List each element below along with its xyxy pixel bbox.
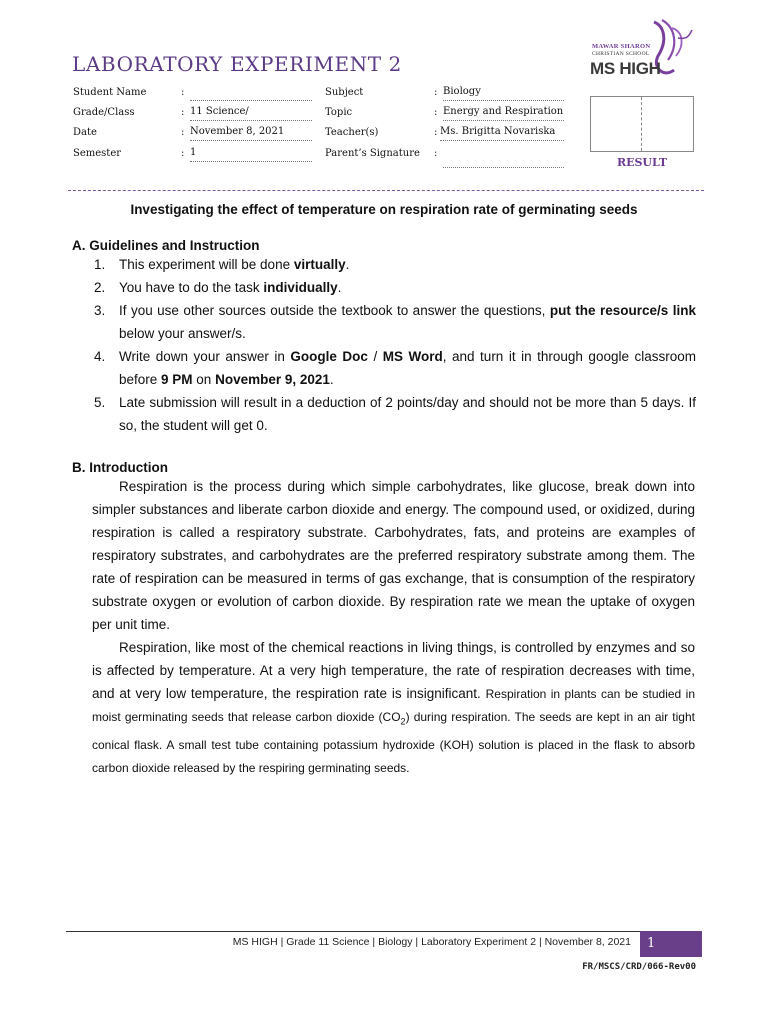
colon: : — [434, 127, 438, 138]
list-number: 4. — [94, 349, 106, 364]
list-text: You have to do the task individually. — [119, 280, 342, 295]
colon: : — [434, 148, 438, 159]
list-number: 3. — [94, 303, 106, 318]
logo-brand: MS HIGH — [590, 59, 661, 78]
subject-field[interactable]: Biology — [443, 86, 564, 101]
date-label: Date — [73, 127, 97, 138]
list-number: 2. — [94, 280, 106, 295]
logo-school-type: CHRISTIAN SCHOOL — [592, 51, 650, 57]
intro-paragraph-2: Respiration, like most of the chemical reactions in living things, is controlled by enzymes and so is affected by temperature. At a very high temperature, the rate of respiration decreases with time, and at very low temperature, the respiration rate is insignificant. Respiration in plants can be studied in moist germinating seeds that release carbon dioxide $(CO_2)$ during respiration. The seeds are kept in an air tight conical flask. A small test tube containing potassium hydroxide (KOH) solution is placed in the flask to absorb carbon dioxide released by the respiring germinating seeds. — [92, 640, 695, 775]
parent-signature-field[interactable] — [443, 153, 564, 168]
list-text: Write down your answer in Google Doc / MS Word, and turn it in through google classroom before 9 PM on November 9, 2021. — [119, 349, 696, 387]
student-name-field[interactable] — [190, 86, 312, 101]
semester-label: Semester — [73, 148, 122, 159]
list-text: Late submission will result in a deduction of 2 points/day and should not be more than 5 days. If so, the student will get 0. — [119, 395, 696, 433]
teacher-field[interactable]: Ms. Brigitta Novariska — [440, 126, 564, 141]
logo-school-name: MAWAR SHARON — [592, 43, 651, 50]
parent-signature-label: Parent’s Signature — [325, 148, 420, 159]
topic-label: Topic — [325, 107, 353, 118]
section-b-title: B. Introduction — [72, 460, 168, 475]
colon: : — [181, 107, 185, 118]
school-logo — [586, 16, 702, 88]
teacher-label: Teacher(s) — [325, 127, 379, 138]
experiment-heading: Investigating the effect of temperature on respiration rate of germinating seeds — [130, 202, 638, 217]
document-code: FR/MSCS/CRD/066-Rev00 — [582, 962, 696, 972]
list-text: This experiment will be done virtually. — [119, 257, 350, 272]
grade-class-field[interactable]: 11 Science/ — [190, 106, 312, 121]
student-name-label: Student Name — [73, 87, 147, 98]
section-a-title: A. Guidelines and Instruction — [72, 238, 260, 253]
subject-label: Subject — [325, 87, 364, 98]
colon: : — [434, 87, 438, 98]
intro-paragraph-1: Respiration is the process during which simple carbohydrates, like glucose, break down into simpler substances and liberate carbon dioxide and energy. The compound used, or oxidized, during respiration is called a respiratory substrate. Carbohydrates, fats, and proteins are examples of respiratory substrates, and carbohydrates are the preferred respiratory substrate among them. The rate of respiration can be measured in terms of gas exchange, that is consumption of the respiratory substrate oxygen or evolution of carbon dioxide. By respiration rate we mean the uptake of oxygen per unit time. — [92, 479, 695, 632]
result-divider — [641, 97, 642, 151]
list-number: 5. — [94, 395, 106, 410]
colon: : — [181, 87, 185, 98]
colon: : — [181, 148, 185, 159]
colon: : — [434, 107, 438, 118]
footer-text: MS HIGH | Grade 11 Science | Biology | Laboratory Experiment 2 | November 8, 2021 — [232, 936, 631, 948]
list-text: If you use other sources outside the textbook to answer the questions, put the resource/s link below your answer/s. — [119, 303, 696, 341]
footer-line — [66, 931, 640, 932]
topic-field[interactable]: Energy and Respiration — [443, 106, 564, 121]
colon: : — [181, 127, 185, 138]
semester-field[interactable]: 1 — [190, 147, 312, 162]
grade-class-label: Grade/Class — [73, 107, 135, 118]
page-number: 1 — [640, 931, 702, 957]
list-number: 1. — [94, 257, 106, 272]
result-label: RESULT — [616, 156, 668, 169]
header-separator — [68, 190, 704, 191]
date-field[interactable]: November 8, 2021 — [190, 126, 312, 141]
result-box — [590, 96, 694, 152]
document-title: LABORATORY EXPERIMENT 2 — [72, 52, 402, 76]
